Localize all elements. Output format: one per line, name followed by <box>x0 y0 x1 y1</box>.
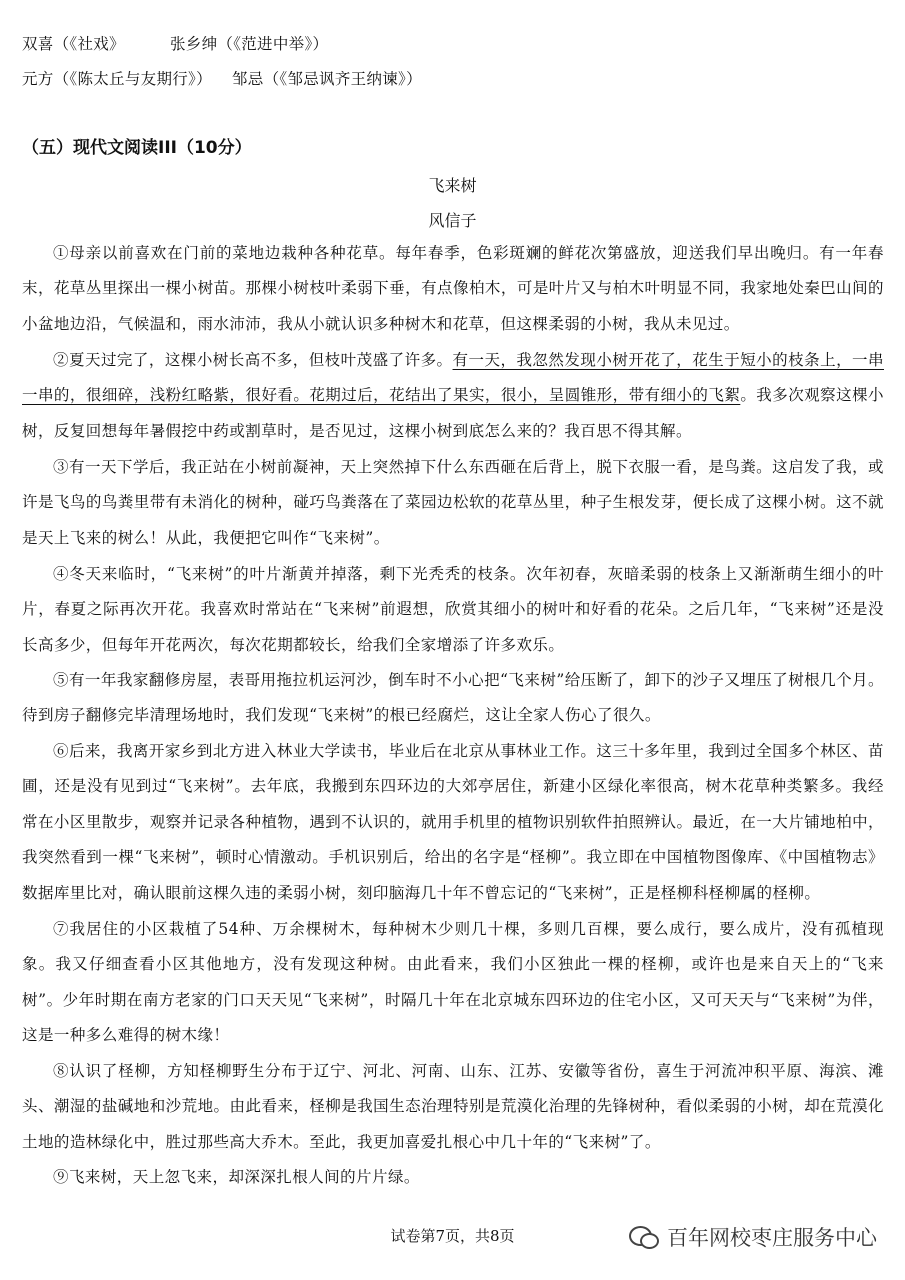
article-title: 飞来树 <box>428 176 477 195</box>
wechat-icon <box>629 1224 659 1250</box>
paragraph-6: ⑥后来，我离开家乡到北方进入林业大学读书，毕业后在北京从事林业工作。这三十多年里，我到过全国多个林区、苗圃，还是没有见到过“飞来树”。去年底，我搬到东四环边的大郊亭居住，新建小区绿化率很高，树木花草种类繁多。我经常在小区里散步，观察并记录各种植物，遇到不认识的，就用手机里的植物识别软件拍照辨认。最近，在一大片铺地柏中，我突然看到一棵“飞来树”，顿时心情激动。手机识别后，给出的名字是“柽柳”。我立即在中国植物图像库、《中国植物志》数据库里比对，确认眼前这棵久违的柔弱小树，刻印脑海几十年不曾忘记的“飞来树”，正是柽柳科柽柳属的柽柳。 <box>22 742 884 902</box>
watermark <box>629 1222 877 1252</box>
answer-row-2 <box>22 67 422 89</box>
paragraph-3: ③有一天下学后，我正站在小树前凝神，天上突然掉下什么东西砸在后背上，脱下衣服一看，是鸟粪。这启发了我，或许是飞鸟的鸟粪里带有未消化的树种，碰巧鸟粪落在了菜园边松软的花草丛里，种子生根发芽，便长成了这棵小树。这不就是天上飞来的树么！从此，我便把它叫作“飞来树”。 <box>22 458 884 547</box>
option-text: 张乡绅（《范进中举》） <box>170 35 329 53</box>
paragraph-2-end: 。我多次观察这棵小树，反复回想每年暑假挖中药或割草时，是否见过，这棵小树到底怎么来的？我百思不得其解。 <box>22 386 884 440</box>
paragraph-9: ⑨飞来树，天上忽飞来，却深深扎根人间的片片绿。 <box>53 1168 420 1186</box>
article-author: 风信子 <box>428 211 477 230</box>
paragraph-2-start: ②夏天过完了，这棵小树长高不多，但枝叶茂盛了许多。 <box>53 351 453 369</box>
page-number: 试卷第7页，共8页 <box>390 1227 515 1245</box>
paragraph-2 <box>22 343 884 449</box>
option-text: 双喜（《社戏》 <box>22 35 125 53</box>
option-text: 元方（《陈太丘与友期行》） <box>22 70 212 88</box>
section-heading: （五）现代文阅读III（10分） <box>22 138 252 158</box>
paragraph-8: ⑧认识了柽柳，方知柽柳野生分布于辽宁、河北、河南、山东、江苏、安徽等省份，喜生于河流冲积平原、海滨、滩头、潮湿的盐碱地和沙荒地。由此看来，柽柳是我国生态治理特别是荒漠化治理的先锋树种，看似柔弱的小树，却在荒漠化土地的造林绿化中，胜过那些高大乔木。至此，我更加喜爱扎根心中几十年的“飞来树”了。 <box>22 1062 884 1151</box>
underlined-sentence: 有一天，我忽然发现小树开花了，花生于短小的枝条上，一串一串的，很细碎，浅粉红略紫，很好看。花期过后，花结出了果实，很小，呈圆锥形，带有细小的飞絮 <box>22 351 884 405</box>
watermark-text: 百年网校枣庄服务中心 <box>667 1226 877 1250</box>
option-text: 邹忌（《邹忌讽齐王纳谏》） <box>232 70 422 88</box>
paragraph-5: ⑤有一年我家翻修房屋，表哥用拖拉机运河沙，倒车时不小心把“飞来树”给压断了，卸下的沙子又埋压了树根几个月。待到房子翻修完毕清理场地时，我们发现“飞来树”的根已经腐烂，这让全家人伤心了很久。 <box>22 671 884 725</box>
answer-row-1 <box>22 32 328 54</box>
paragraph-7: ⑦我居住的小区栽植了54种、万余棵树木，每种树木少则几十棵，多则几百棵，要么成行，要么成片，没有孤植现象。我又仔细查看小区其他地方，没有发现这种树。由此看来，我们小区独此一棵的柽柳，或许也是来自天上的“飞来树”。少年时期在南方老家的门口天天见“飞来树”，时隔几十年在北京城东四环边的住宅小区，又可天天与“飞来树”为伴，这是一种多么难得的树木缘！ <box>22 920 884 1045</box>
paragraph-1: ①母亲以前喜欢在门前的菜地边栽种各种花草。每年春季，色彩斑斓的鲜花次第盛放，迎送我们早出晚归。有一年春末，花草丛里探出一棵小树苗。那棵小树枝叶柔弱下垂，有点像柏木，可是叶片又与柏木叶明显不同，我家地处秦巴山间的小盆地边沿，气候温和，雨水沛沛，我从小就认识多种树木和花草，但这棵柔弱的小树，我从未见过。 <box>22 244 884 333</box>
paragraph-4: ④冬天来临时，“飞来树”的叶片渐黄并掉落，剩下光秃秃的枝条。次年初春，灰暗柔弱的枝条上又渐渐萌生细小的叶片，春夏之际再次开花。我喜欢时常站在“飞来树”前遐想，欣赏其细小的树叶和好看的花朵。之后几年，“飞来树”还是没长高多少，但每年开花两次，每次花期都较长，给我们全家增添了许多欢乐。 <box>22 565 884 654</box>
